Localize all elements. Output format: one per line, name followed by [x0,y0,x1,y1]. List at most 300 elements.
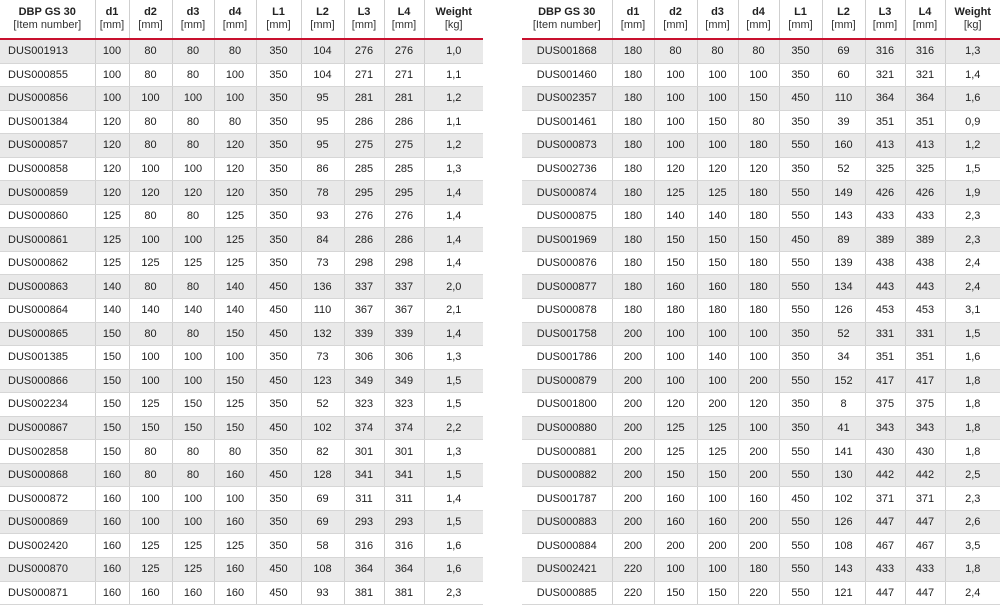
column-header-name: L1 [272,6,285,18]
table-cell: 350 [779,346,822,370]
table-cell: 150 [95,440,129,464]
column-header-name: DBP GS 30 [538,6,595,18]
table-cell: 450 [256,581,301,605]
table-cell: 1,6 [945,87,1000,111]
item-number-cell: DUS001384 [0,110,95,134]
table-row [522,534,1000,558]
table-cell: 341 [344,463,384,487]
table-cell: 430 [905,440,945,464]
table-cell: 100 [654,134,697,158]
table-cell: 350 [256,181,301,205]
item-number-cell: DUS000855 [0,63,95,87]
table-cell: 200 [738,369,779,393]
table-cell: 180 [612,299,654,323]
table-cell: 150 [697,581,738,605]
table-cell: 100 [697,322,738,346]
table-row [0,299,483,323]
table-cell: 132 [301,322,344,346]
table-cell: 69 [822,39,865,63]
item-number-cell: DUS001800 [522,393,612,417]
column-header-unit: [mm] [257,19,301,32]
table-cell: 100 [738,346,779,370]
table-cell: 100 [654,110,697,134]
table-cell: 389 [905,228,945,252]
table-cell: 125 [129,534,172,558]
table-cell: 2,2 [424,416,483,440]
table-cell: 1,5 [424,393,483,417]
table-cell: 2,3 [945,228,1000,252]
table-cell: 281 [384,87,424,111]
table-cell: 343 [905,416,945,440]
column-header [344,0,384,39]
table-cell: 550 [779,558,822,582]
table-cell: 80 [129,204,172,228]
table-cell: 298 [344,251,384,275]
table-cell: 350 [256,510,301,534]
table-cell: 69 [301,510,344,534]
table-cell: 100 [738,322,779,346]
table-cell: 93 [301,204,344,228]
table-cell: 2,4 [945,251,1000,275]
table-cell: 73 [301,251,344,275]
table-cell: 200 [697,393,738,417]
table-cell: 100 [129,346,172,370]
item-number-cell: DUS001461 [522,110,612,134]
item-number-cell: DUS000882 [522,463,612,487]
item-number-cell: DUS000864 [0,299,95,323]
table-cell: 2,1 [424,299,483,323]
table-cell: 375 [865,393,905,417]
column-header-name: d4 [229,6,242,18]
table-cell: 1,3 [424,157,483,181]
table-cell: 80 [172,63,214,87]
table-row [522,204,1000,228]
table-cell: 180 [738,299,779,323]
table-cell: 550 [779,275,822,299]
table-cell: 1,1 [424,63,483,87]
table-cell: 389 [865,228,905,252]
item-number-cell: DUS000885 [522,581,612,605]
item-number-cell: DUS001786 [522,346,612,370]
column-header-name: d2 [669,6,682,18]
table-row [522,393,1000,417]
item-number-cell: DUS000873 [522,134,612,158]
table-cell: 125 [129,251,172,275]
item-number-cell: DUS001868 [522,39,612,63]
table-cell: 450 [256,558,301,582]
item-number-cell: DUS000862 [0,251,95,275]
table-cell: 140 [697,204,738,228]
table-row [0,181,483,205]
column-header-name: L1 [794,6,807,18]
table-cell: 150 [129,416,172,440]
table-cell: 323 [344,393,384,417]
item-number-cell: DUS000859 [0,181,95,205]
table-cell: 140 [214,275,256,299]
table-cell: 3,1 [945,299,1000,323]
table-cell: 281 [344,87,384,111]
table-cell: 2,4 [945,275,1000,299]
table-cell: 84 [301,228,344,252]
table-cell: 349 [344,369,384,393]
table-cell: 180 [738,558,779,582]
table-cell: 339 [384,322,424,346]
column-header-unit: [mm] [698,19,738,32]
table-cell: 95 [301,134,344,158]
table-cell: 426 [905,181,945,205]
column-header-unit: [mm] [739,19,779,32]
table-row [0,157,483,181]
table-cell: 150 [172,393,214,417]
table-cell: 140 [697,346,738,370]
table-cell: 80 [738,39,779,63]
table-cell: 343 [865,416,905,440]
table-cell: 316 [384,534,424,558]
table-cell: 450 [256,416,301,440]
table-cell: 447 [865,581,905,605]
column-header-unit: [mm] [173,19,214,32]
table-cell: 150 [697,110,738,134]
table-cell: 285 [344,157,384,181]
table-cell: 1,5 [424,463,483,487]
column-header-unit: [mm] [906,19,945,32]
table-cell: 550 [779,299,822,323]
table-cell: 150 [654,463,697,487]
table-row [522,322,1000,346]
table-cell: 125 [697,440,738,464]
table-cell: 200 [612,510,654,534]
column-header [95,0,129,39]
table-cell: 1,4 [424,181,483,205]
table-cell: 276 [344,39,384,63]
table-cell: 125 [172,534,214,558]
table-cell: 351 [905,346,945,370]
table-cell: 80 [738,110,779,134]
column-header [945,0,1000,39]
table-cell: 1,2 [424,87,483,111]
table-cell: 1,5 [945,322,1000,346]
table-cell: 450 [779,487,822,511]
table-cell: 550 [779,204,822,228]
table-cell: 100 [654,322,697,346]
table-cell: 102 [822,487,865,511]
table-cell: 140 [129,299,172,323]
table-cell: 80 [172,110,214,134]
table-cell: 149 [822,181,865,205]
table-cell: 125 [95,228,129,252]
table-cell: 80 [214,39,256,63]
column-header [384,0,424,39]
table-cell: 550 [779,251,822,275]
table-cell: 100 [172,510,214,534]
table-cell: 160 [214,510,256,534]
column-header [0,0,95,39]
table-cell: 275 [384,134,424,158]
column-header-name: d2 [144,6,157,18]
table-cell: 150 [95,393,129,417]
table-cell: 120 [95,181,129,205]
table-cell: 550 [779,510,822,534]
table-row [522,157,1000,181]
table-cell: 120 [214,181,256,205]
table-cell: 80 [129,134,172,158]
table-row [522,251,1000,275]
table-cell: 150 [697,463,738,487]
table-cell: 104 [301,63,344,87]
table-cell: 150 [697,251,738,275]
table-row [522,510,1000,534]
table-cell: 276 [384,204,424,228]
table-cell: 200 [738,440,779,464]
table-cell: 443 [865,275,905,299]
table-cell: 271 [384,63,424,87]
table-cell: 150 [697,228,738,252]
table-cell: 180 [612,251,654,275]
table-cell: 120 [654,157,697,181]
column-header [697,0,738,39]
table-cell: 160 [214,581,256,605]
table-cell: 80 [172,134,214,158]
table-cell: 100 [172,87,214,111]
table-cell: 150 [214,416,256,440]
table-cell: 350 [779,39,822,63]
table-cell: 100 [697,369,738,393]
table-row [0,416,483,440]
table-cell: 350 [256,204,301,228]
table-cell: 550 [779,440,822,464]
table-cell: 80 [129,39,172,63]
table-cell: 150 [95,322,129,346]
table-cell: 39 [822,110,865,134]
table-cell: 160 [172,581,214,605]
table-cell: 100 [654,63,697,87]
item-number-cell: DUS000880 [522,416,612,440]
table-cell: 447 [905,510,945,534]
column-header [905,0,945,39]
column-header-unit: [kg] [946,19,1000,32]
column-header-name: DBP GS 30 [19,6,76,18]
table-cell: 150 [95,369,129,393]
table-cell: 80 [129,275,172,299]
table-row [522,346,1000,370]
table-cell: 1,4 [424,228,483,252]
table-cell: 430 [865,440,905,464]
table-cell: 438 [905,251,945,275]
table-cell: 350 [256,87,301,111]
item-number-cell: DUS002736 [522,157,612,181]
item-number-cell: DUS000878 [522,299,612,323]
table-cell: 125 [214,393,256,417]
table-cell: 321 [865,63,905,87]
column-header [654,0,697,39]
table-cell: 350 [779,110,822,134]
table-cell: 467 [865,534,905,558]
table-cell: 120 [129,181,172,205]
item-number-cell: DUS000860 [0,204,95,228]
table-cell: 450 [256,322,301,346]
table-cell: 180 [612,204,654,228]
column-header [256,0,301,39]
table-cell: 1,8 [945,416,1000,440]
item-number-cell: DUS002421 [522,558,612,582]
table-cell: 180 [612,134,654,158]
table-row [0,393,483,417]
table-cell: 1,8 [945,440,1000,464]
left-product-table [0,0,483,605]
table-cell: 125 [214,251,256,275]
table-cell: 443 [905,275,945,299]
column-header-name: Weight [436,6,472,18]
column-header-unit: [mm] [780,19,822,32]
table-cell: 413 [905,134,945,158]
table-cell: 293 [384,510,424,534]
column-header-name: d4 [752,6,765,18]
table-cell: 433 [865,204,905,228]
column-header [172,0,214,39]
table-cell: 100 [654,558,697,582]
item-number-cell: DUS000870 [0,558,95,582]
table-row [522,416,1000,440]
table-cell: 73 [301,346,344,370]
table-cell: 367 [384,299,424,323]
table-cell: 160 [95,581,129,605]
table-cell: 1,4 [424,204,483,228]
table-cell: 86 [301,157,344,181]
table-cell: 34 [822,346,865,370]
table-cell: 150 [738,228,779,252]
table-cell: 450 [256,299,301,323]
table-cell: 341 [384,463,424,487]
table-cell: 100 [738,63,779,87]
table-cell: 108 [822,534,865,558]
table-cell: 89 [822,228,865,252]
table-row [0,134,483,158]
table-cell: 58 [301,534,344,558]
table-cell: 100 [697,87,738,111]
table-cell: 301 [384,440,424,464]
table-cell: 381 [384,581,424,605]
table-cell: 120 [654,393,697,417]
table-cell: 364 [344,558,384,582]
table-cell: 100 [129,487,172,511]
table-header-row [522,0,1000,39]
table-cell: 2,3 [945,204,1000,228]
table-cell: 100 [95,39,129,63]
table-cell: 1,4 [945,63,1000,87]
table-cell: 351 [865,110,905,134]
item-number-cell: DUS001787 [522,487,612,511]
table-cell: 125 [95,204,129,228]
table-cell: 550 [779,369,822,393]
column-header [822,0,865,39]
item-number-cell: DUS001913 [0,39,95,63]
table-cell: 371 [905,487,945,511]
item-number-cell: DUS002858 [0,440,95,464]
table-cell: 125 [214,228,256,252]
table-cell: 140 [172,299,214,323]
table-cell: 1,8 [945,369,1000,393]
table-row [0,204,483,228]
table-cell: 350 [256,346,301,370]
table-cell: 82 [301,440,344,464]
table-cell: 350 [256,251,301,275]
table-cell: 375 [905,393,945,417]
table-cell: 306 [344,346,384,370]
table-cell: 125 [697,416,738,440]
table-cell: 467 [905,534,945,558]
table-cell: 220 [612,581,654,605]
table-cell: 200 [612,322,654,346]
table-row [522,87,1000,111]
table-row [522,110,1000,134]
table-cell: 306 [384,346,424,370]
table-cell: 2,5 [945,463,1000,487]
table-cell: 80 [129,463,172,487]
table-cell: 180 [612,110,654,134]
table-cell: 550 [779,534,822,558]
table-cell: 1,6 [424,558,483,582]
table-cell: 120 [738,393,779,417]
table-cell: 125 [654,440,697,464]
table-cell: 374 [344,416,384,440]
table-cell: 200 [738,510,779,534]
table-cell: 295 [384,181,424,205]
table-cell: 285 [384,157,424,181]
table-cell: 180 [738,204,779,228]
item-number-cell: DUS000879 [522,369,612,393]
table-cell: 120 [214,157,256,181]
table-row [0,463,483,487]
item-number-cell: DUS000876 [522,251,612,275]
table-cell: 130 [822,463,865,487]
table-cell: 351 [905,110,945,134]
item-number-cell: DUS000872 [0,487,95,511]
table-cell: 160 [697,510,738,534]
table-cell: 550 [779,581,822,605]
table-cell: 1,6 [424,534,483,558]
table-cell: 433 [865,558,905,582]
column-header-unit: [mm] [96,19,129,32]
table-cell: 438 [865,251,905,275]
table-cell: 150 [172,416,214,440]
table-cell: 1,4 [424,487,483,511]
table-row [522,134,1000,158]
table-cell: 325 [905,157,945,181]
table-cell: 453 [865,299,905,323]
table-cell: 1,4 [424,251,483,275]
column-header-unit: [mm] [345,19,384,32]
table-row [0,110,483,134]
table-cell: 102 [301,416,344,440]
table-cell: 150 [95,416,129,440]
table-cell: 125 [654,416,697,440]
table-cell: 350 [256,534,301,558]
table-cell: 80 [172,322,214,346]
table-cell: 150 [738,87,779,111]
table-cell: 52 [301,393,344,417]
table-header-row [0,0,483,39]
table-cell: 100 [738,416,779,440]
table-cell: 95 [301,87,344,111]
table-cell: 364 [865,87,905,111]
column-header-unit: [mm] [215,19,256,32]
column-header-unit: [mm] [613,19,654,32]
item-number-cell: DUS000883 [522,510,612,534]
table-cell: 128 [301,463,344,487]
table-cell: 160 [697,275,738,299]
table-cell: 1,5 [945,157,1000,181]
table-cell: 180 [738,134,779,158]
